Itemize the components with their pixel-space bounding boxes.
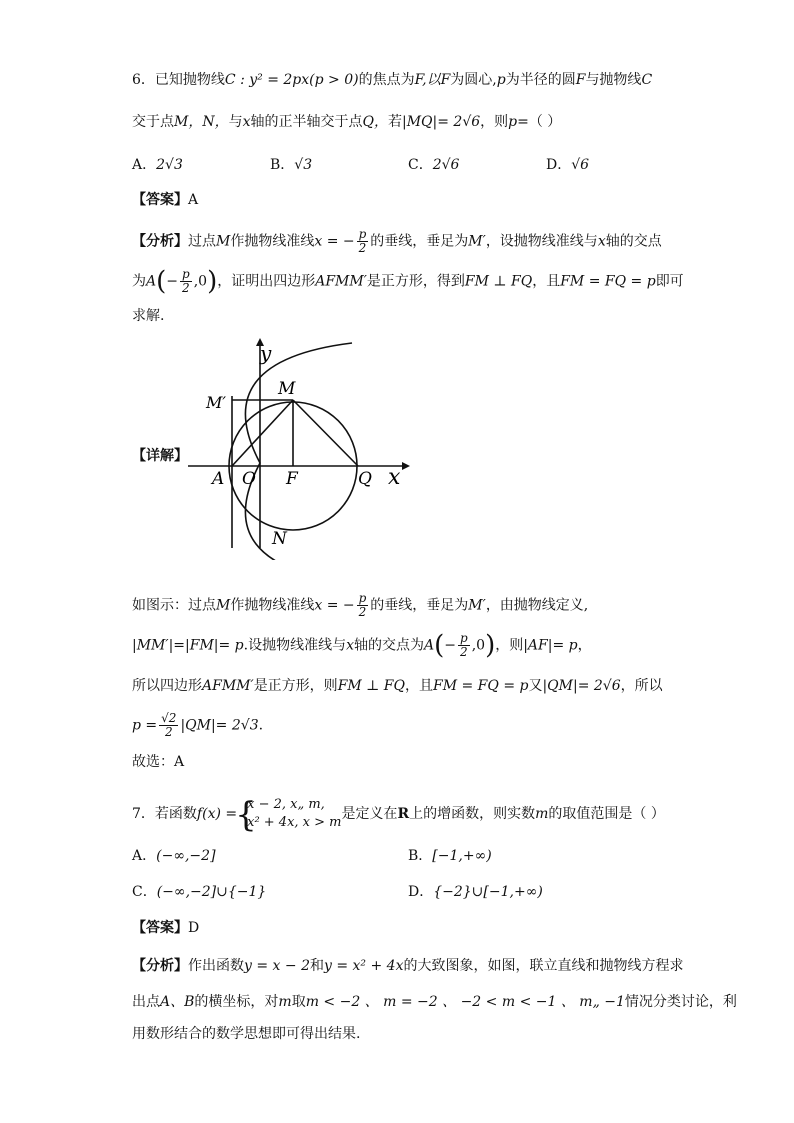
q6-text: =（ ） <box>517 114 562 130</box>
q6-text: 为圆心, <box>450 72 497 88</box>
fraction-num: p <box>358 227 367 241</box>
q6-choose <box>132 752 184 772</box>
q6-text: F,以 <box>414 72 441 88</box>
q6-text: 与抛物线 <box>585 72 642 88</box>
q6-text: 为半径的圆 <box>505 72 576 88</box>
q6-text: 的焦点为 <box>358 72 415 88</box>
q6-detail-line4 <box>132 712 263 739</box>
q6-detail-line2: |MM′|=|FM|= p.设抛物线准线与x轴的交点为A(− $\frac{p}{2}$ ,0)，则|AF|= p， <box>132 630 592 661</box>
parabola-curve <box>245 343 352 560</box>
q7-option-c[interactable] <box>132 882 266 902</box>
q6-text: 所以四边形 <box>132 678 202 694</box>
option-label: C． <box>408 157 433 173</box>
fraction-den: 2 <box>358 605 367 619</box>
q6-text: |QM|= 2√6 <box>542 678 621 694</box>
q7-option-d[interactable] <box>408 882 543 902</box>
q6-analysis-line2: 为A(− $\frac{p}{2}$ ,0)，证明出四边形AFMM′是正方形，得到FM ⊥ FQ，且FM = FQ = p即可 <box>132 266 684 297</box>
q6-text: M，N， <box>174 114 229 130</box>
fraction-num: p <box>358 591 367 605</box>
q6-text: x <box>346 637 354 654</box>
q6-mq-value: |MQ|= 2√6 <box>401 114 481 130</box>
q6-text: 即可 <box>655 273 684 290</box>
q6-analysis-line3 <box>132 306 164 326</box>
q6-text: ，设抛物线准线与 <box>485 233 598 250</box>
q7-option-b[interactable] <box>408 846 492 866</box>
option-label: A． <box>132 157 157 173</box>
q6-text: 是正方形，得到 <box>366 273 465 290</box>
q6-text: 与 <box>228 114 243 130</box>
q7-text: 用数形结合的数学思想即可得出结果. <box>132 1026 361 1042</box>
fraction-num: p <box>182 267 190 281</box>
answer-tag: 【答案】 <box>132 920 188 936</box>
q6-text: |AF|= p <box>523 637 578 654</box>
option-label: A． <box>132 848 157 864</box>
q6-text: A <box>424 637 435 654</box>
q7-text: m <box>535 806 549 822</box>
answer-value: A <box>188 192 199 208</box>
q6-text: 轴的交点 <box>605 233 662 250</box>
q6-parabola-equation: C : y² = 2px(p > 0) <box>224 72 359 88</box>
q6-detail-line1 <box>132 592 588 619</box>
q7-text: y = x² + 4x <box>323 958 404 974</box>
fraction <box>458 632 470 659</box>
piecewise-function <box>237 796 341 832</box>
q7-answer <box>132 918 199 938</box>
fraction-den: 2 <box>460 645 468 659</box>
q6-text: 故选：A <box>132 754 185 770</box>
q6-text: 轴的交点为 <box>354 637 424 654</box>
q7-text: m < −2 、 m = −2 、 −2 < m < −1 、 m„ −1 <box>305 994 625 1010</box>
label-m-prime: M′ <box>206 393 227 412</box>
q6-text: 是正方形，则 <box>253 678 338 694</box>
q6-text: ，且 <box>532 273 561 290</box>
label-q: Q <box>358 469 372 489</box>
q7-text: 取 <box>291 994 306 1010</box>
q6-text: p <box>508 114 518 130</box>
fraction <box>357 592 369 619</box>
q7-option-a[interactable] <box>132 846 216 866</box>
q7-text: y = x − 2 <box>244 958 310 974</box>
q7-text: m <box>278 994 292 1010</box>
option-value: 2√6 <box>432 157 460 173</box>
q6-text: .设抛物线准线与 <box>243 637 347 654</box>
parabola-circle-figure <box>188 338 410 560</box>
q6-text: Q， <box>362 114 388 130</box>
case-2: x² + 4x, x > m <box>247 815 342 830</box>
q6-text: F <box>575 72 586 88</box>
option-value: √3 <box>294 157 313 173</box>
q6-text: AFMM′ <box>202 678 254 694</box>
q6-text: M′ <box>468 233 486 250</box>
option-label: B． <box>270 157 295 173</box>
q6-text: M <box>216 597 231 614</box>
q6-text: ，所以 <box>620 678 663 694</box>
q6-text: 作抛物线准线 <box>230 233 315 250</box>
fraction-num: p <box>460 631 468 645</box>
q6-option-a[interactable] <box>132 155 183 175</box>
q6-text: M <box>216 233 231 250</box>
q7-text: 情况分类讨论，利 <box>624 994 737 1010</box>
q6-text: FM = FQ = p <box>433 678 529 694</box>
option-label: D． <box>546 157 572 173</box>
q6-text: 求解. <box>132 308 165 324</box>
fraction <box>159 712 178 739</box>
option-value: 2√3 <box>156 157 183 173</box>
analysis-tag: 【分析】 <box>132 233 188 250</box>
analysis-tag: 【分析】 <box>132 958 188 974</box>
fraction-den: 2 <box>358 241 367 255</box>
q6-answer <box>132 190 198 210</box>
q6-text: FM ⊥ FQ <box>337 678 405 694</box>
answer-tag: 【答案】 <box>132 192 188 208</box>
q6-text: F <box>440 72 451 88</box>
label-a: A <box>212 469 225 489</box>
q6-option-c[interactable] <box>408 155 459 175</box>
label-y: y <box>260 341 272 365</box>
q6-stem-text: 6．已知抛物线 <box>132 72 225 88</box>
q7-text: A、B <box>160 994 195 1010</box>
q6-stem-line2 <box>132 112 561 132</box>
q6-analysis-line1 <box>132 228 662 255</box>
option-value: (−∞,−2]∪{−1} <box>156 884 267 900</box>
q6-text: x <box>597 233 606 250</box>
q7-text: 的取值范围是（ ） <box>548 806 665 822</box>
q6-detail-line3 <box>132 676 663 696</box>
option-label: D． <box>408 884 434 900</box>
q7-text: 作出函数 <box>188 958 244 974</box>
q6-option-d[interactable] <box>546 155 589 175</box>
option-value: [−1,+∞) <box>432 848 492 864</box>
option-value: (−∞,−2] <box>156 848 216 864</box>
q7-text: 出点 <box>132 994 160 1010</box>
label-x: x <box>388 465 401 490</box>
q6-text: ，且 <box>405 678 433 694</box>
option-label: C． <box>132 884 157 900</box>
q7-text: 7．若函数 <box>132 806 197 822</box>
q6-text: 为 <box>132 273 146 290</box>
q6-text: 作抛物线准线 <box>230 597 315 614</box>
q6-text: . <box>258 717 264 734</box>
q7-analysis-line1 <box>132 956 683 976</box>
q6-text: ，则 <box>495 637 524 654</box>
q6-text: 如图示：过点 <box>132 597 216 614</box>
q6-text: FM = FQ = p <box>560 273 656 290</box>
q7-text: 和 <box>309 958 324 974</box>
q6-text: 过点 <box>188 233 216 250</box>
q7-text: 上的增函数，则实数 <box>409 806 536 822</box>
fraction <box>180 268 192 295</box>
label-f: F <box>286 469 298 489</box>
q7-stem <box>132 796 665 832</box>
q6-text: x = − <box>314 233 355 250</box>
fraction-den: 2 <box>182 281 190 295</box>
label-o: O <box>242 469 256 489</box>
q6-text: ，证明出四边形 <box>217 273 316 290</box>
q6-text: AFMM′ <box>315 273 367 290</box>
label-n: N <box>272 529 287 549</box>
q7-analysis-line3 <box>132 1024 360 1044</box>
option-value: √6 <box>571 157 590 173</box>
q6-text: 轴的正半轴交于点 <box>250 114 363 130</box>
q6-text: 的垂线，垂足为 <box>370 597 469 614</box>
q6-text: FM ⊥ FQ <box>464 273 533 290</box>
q6-text: x = − <box>314 597 355 614</box>
q7-analysis-line2 <box>132 992 737 1012</box>
label-m: M <box>278 379 296 399</box>
q6-text: 的垂线，垂足为 <box>370 233 469 250</box>
q6-text: 交于点 <box>132 114 174 130</box>
option-value: {−2}∪[−1,+∞) <box>433 884 543 900</box>
q7-text: 是定义在 <box>341 806 398 822</box>
fraction <box>357 228 369 255</box>
q6-text: 若 <box>387 114 402 130</box>
q6-text: |QM|= 2√3 <box>180 717 259 734</box>
q7-text: 的横坐标，对 <box>194 994 279 1010</box>
q6-text: ，则 <box>480 114 509 130</box>
q6-text: C <box>641 72 653 88</box>
q6-text: |MM′|=|FM|= p <box>132 637 244 654</box>
x-axis-arrow-icon <box>402 462 410 470</box>
q6-text: A <box>146 273 157 290</box>
q6-text: ，由抛物线定义, <box>485 597 589 614</box>
q6-option-b[interactable] <box>270 155 312 175</box>
detail-tag: 【详解】 <box>132 448 188 464</box>
case-1: { x − 2, x„ m, <box>247 797 325 812</box>
q6-text: ， <box>577 637 592 654</box>
q6-detail-tag-line <box>132 446 188 466</box>
q6-text: 又 <box>528 678 543 694</box>
option-label: B． <box>408 848 433 864</box>
q6-text: x <box>242 114 251 130</box>
fraction-den: 2 <box>164 725 173 739</box>
answer-value: D <box>188 920 200 936</box>
q6-stem-line1 <box>132 70 652 90</box>
fraction-num: √2 <box>161 711 177 725</box>
q6-text: p <box>496 72 506 88</box>
q7-text: R <box>397 806 410 822</box>
q6-text: M′ <box>468 597 486 614</box>
q7-text: 的大致图象，如图，联立直线和抛物线方程求 <box>403 958 684 974</box>
q7-text: f(x) = <box>196 806 238 822</box>
q6-text: p = <box>132 717 158 734</box>
